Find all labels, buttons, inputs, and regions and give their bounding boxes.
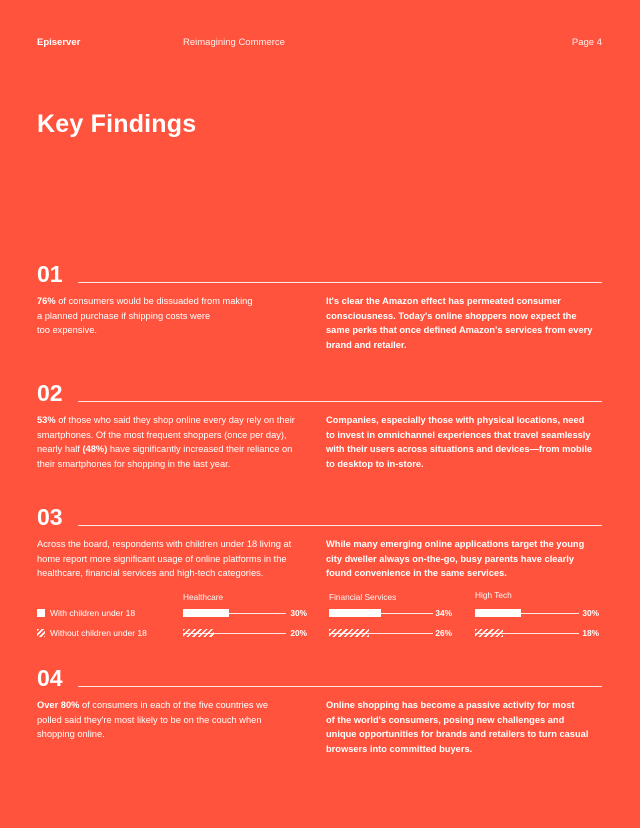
finding-number-04: 04 [37,665,63,691]
finding-insight-02: Companies, especially those with physical locations, need to invest in omnichannel experiences that travel seamlessly with their users across situations and devices—from mobile to desktop to in-store. [326,415,593,469]
finding-divider-04 [78,686,602,687]
chart-bar-without-children [183,629,214,637]
finding-stat-02: 53% of those who said they shop online every day rely on their smartphones. Of the most frequent shoppers (once per day), nearly half (48%) have significantly increased their reliance on their smartphones for shopping in the last year. [37,415,295,469]
legend-swatch-solid [37,609,45,617]
chart-value-label: 20% [290,628,307,638]
chart-category-label: Financial Services [329,592,397,602]
chart-value-label: 34% [435,608,452,618]
finding-divider-02 [78,401,602,402]
page-title: Key Findings [37,110,197,138]
finding-divider-03 [78,525,602,526]
chart-bar-with-children [183,609,229,617]
chart-bar-without-children [329,629,369,637]
finding-insight-01: It's clear the Amazon effect has permeated consumer consciousness. Today's online shoppers now expect the same perks that once defined Amazon's services from every brand and retailer. [326,296,593,350]
chart-value-label: 26% [435,628,452,638]
finding-stat-03: Across the board, respondents with children under 18 living at home report more significant usage of online platforms in the healthcare, financial services and high-tech categories. [37,539,292,579]
finding-stat-01: 76% of consumers would be dissuaded from making a planned purchase if shipping costs were too expensive. [37,296,253,336]
legend-with-children: With children under 18 [37,608,135,618]
finding-insight-03: While many emerging online applications target the young city dweller always on-the-go, busy parents have clearly found convenience in the same services. [326,539,585,579]
chart-bar-with-children [475,609,521,617]
chart-value-label: 30% [290,608,307,618]
legend-without-children: Without children under 18 [37,628,147,638]
finding-number-02: 02 [37,380,63,406]
chart-value-label: 30% [582,608,599,618]
chart-category-label: Healthcare [183,592,224,602]
brand-name: Episerver [37,37,81,48]
finding-number-03: 03 [37,504,63,530]
chart-category-label: High Tech [475,590,512,600]
finding-insight-04: Online shopping has become a passive activity for most of the world's consumers, posing new challenges and unique opportunities for brands and retailers to turn casual browsers into committed buyers. [326,700,589,754]
chart-bar-with-children [329,609,381,617]
finding-divider-01 [78,282,602,283]
chart-bar-without-children [475,629,503,637]
chart-value-label: 18% [582,628,599,638]
finding-number-01: 01 [37,261,63,287]
legend-swatch-hatched [37,629,45,637]
document-title: Reimagining Commerce [183,37,285,48]
page-number: Page 4 [571,37,602,48]
finding-stat-04: Over 80% of consumers in each of the five countries we polled said they're most likely to be on the couch when shopping online. [37,700,269,740]
